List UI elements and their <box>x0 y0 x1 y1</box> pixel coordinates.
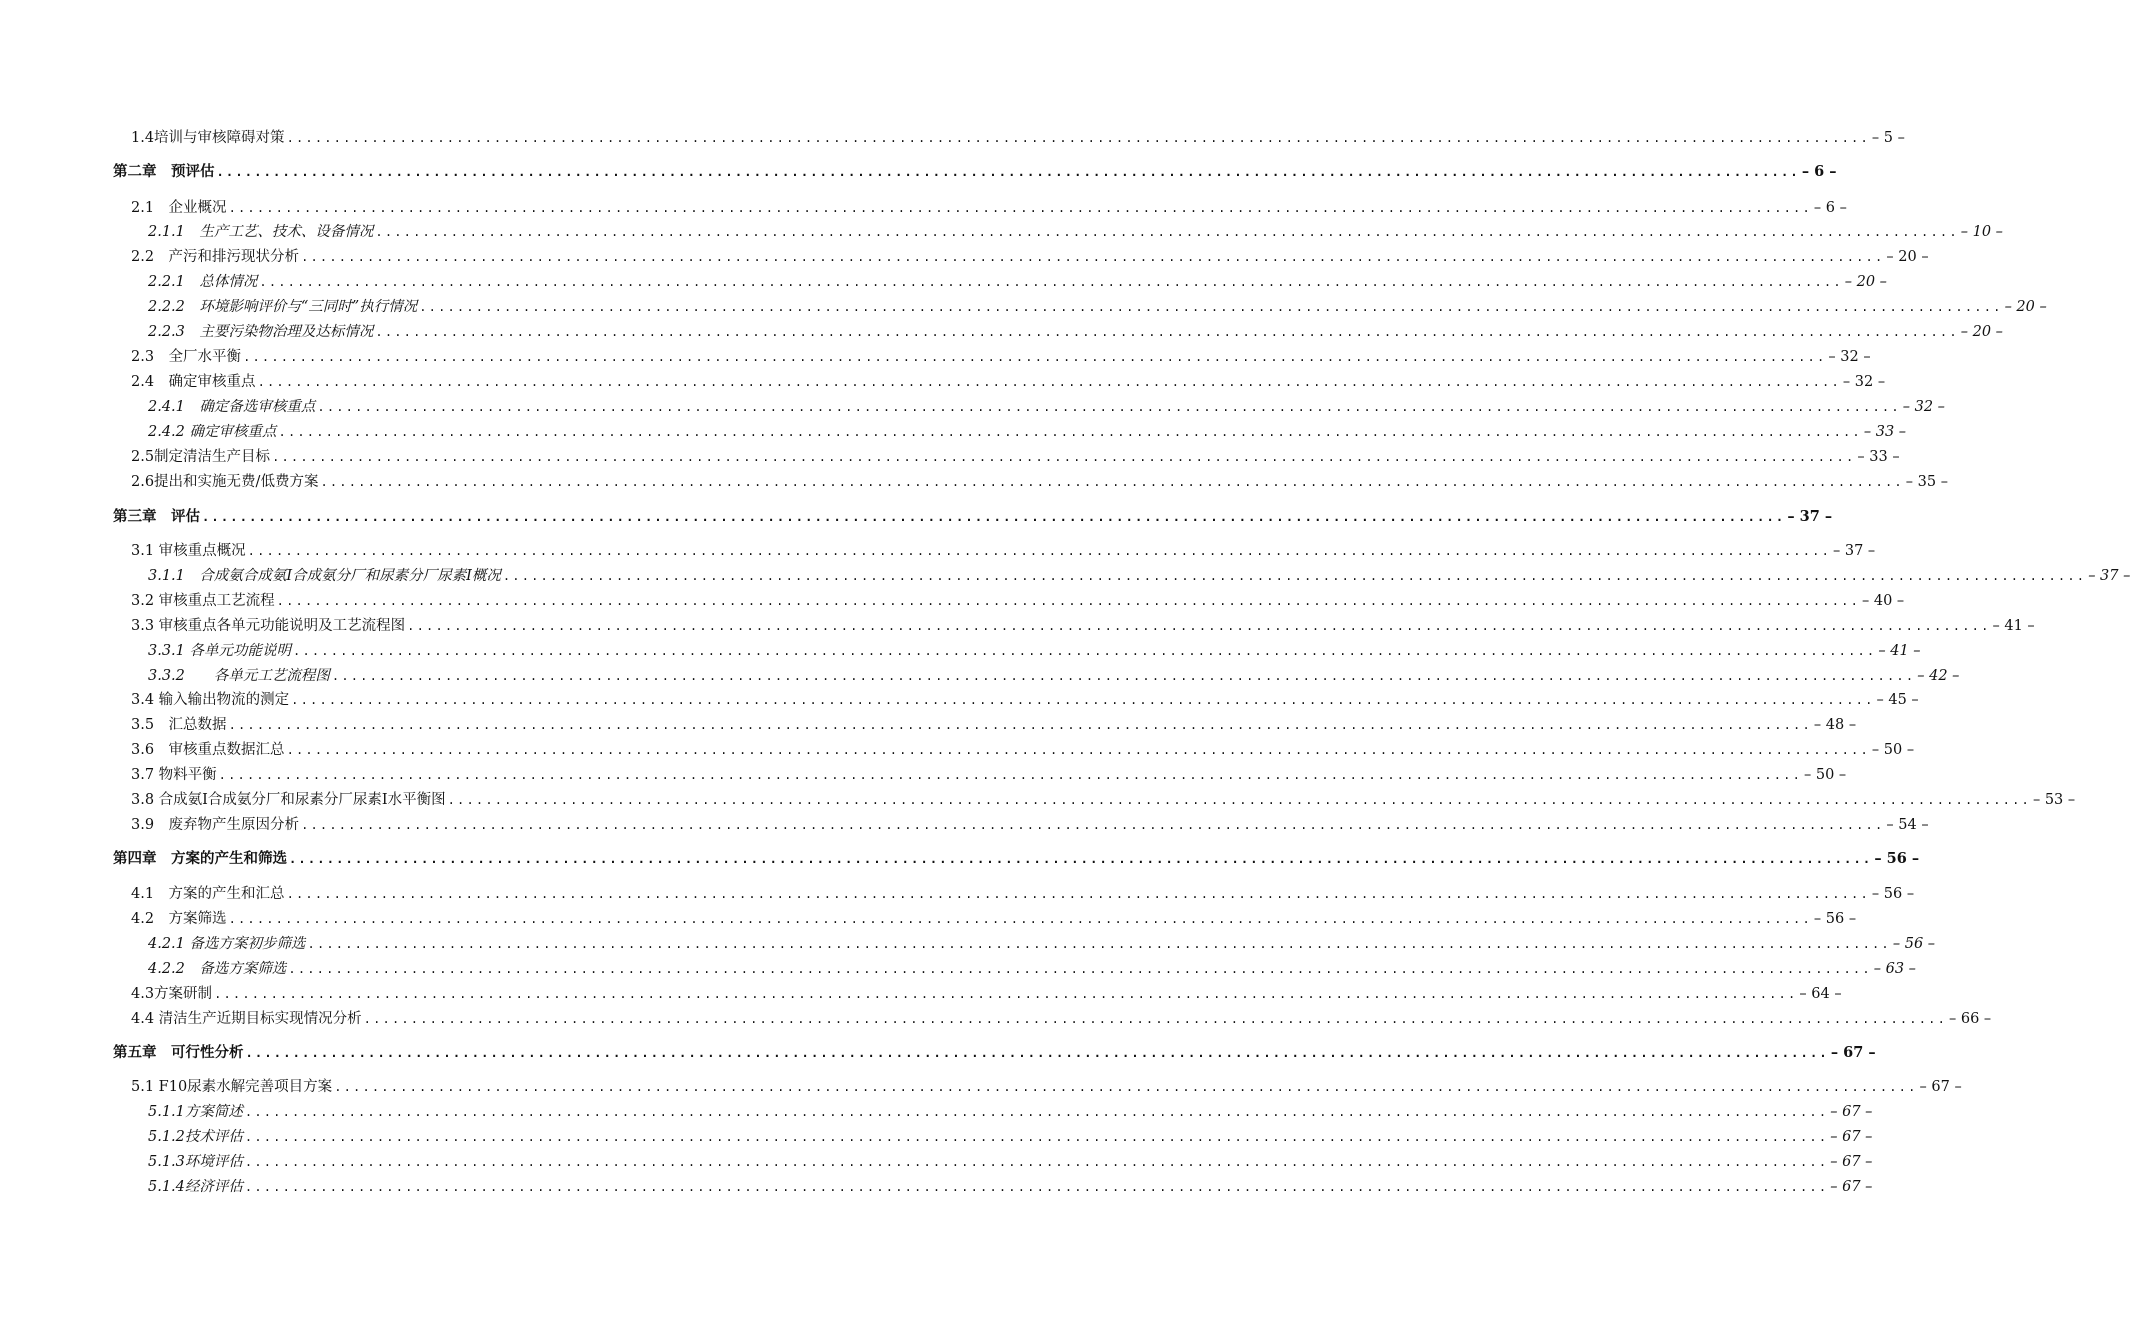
toc-leader-dots: ........................................................................................................................................................................ <box>419 300 2003 314</box>
toc-chapter-entry[interactable] <box>113 507 1833 527</box>
toc-leader-dots: ........................................................................................................................................................................ <box>375 325 1959 339</box>
toc-entry-title: 2.5制定清洁生产目标 <box>131 449 271 465</box>
toc-page-number: – 6 – <box>1801 163 1837 180</box>
toc-page-number: – 6 – <box>1813 200 1847 216</box>
toc-entry[interactable] <box>131 372 1886 392</box>
toc-leader-dots: ........................................................................................................................................................................ <box>257 375 1841 389</box>
toc-entry-title: 5.1 F10尿素水解完善项目方案 <box>131 1079 333 1095</box>
toc-leader-dots: ........................................................................................................................................................................ <box>244 1105 1829 1119</box>
toc-page-number: – 33 – <box>1857 449 1900 465</box>
toc-entry[interactable] <box>148 1152 1873 1172</box>
toc-leader-dots: ........................................................................................................................................................................ <box>286 743 1870 757</box>
toc-chapter-entry[interactable] <box>113 849 1920 869</box>
toc-entry[interactable] <box>131 591 1905 611</box>
toc-leader-dots: ........................................................................................................................................................................ <box>244 1155 1829 1169</box>
toc-page-number: – 67 – <box>1830 1044 1876 1061</box>
toc-leader-dots: ........................................................................................................................................................................ <box>293 644 1877 658</box>
toc-entry-title: 3.1.1 合成氨合成氨Ⅰ合成氨分厂和尿素分厂尿素Ⅰ概况 <box>148 568 501 584</box>
toc-entry[interactable] <box>131 984 1842 1004</box>
toc-entry[interactable] <box>148 297 2047 317</box>
toc-page-number: – 37 – <box>1787 508 1833 525</box>
toc-leader-dots: ........................................................................................................................................................................ <box>286 131 1870 145</box>
toc-page-number: – 67 – <box>1919 1079 1962 1095</box>
toc-leader-dots: ........................................................................................................................................................................ <box>301 818 1885 832</box>
toc-entry-title: 2.2 产污和排污现状分析 <box>131 249 300 265</box>
toc-entry[interactable] <box>148 272 1887 292</box>
toc-entry-title: 第五章 可行性分析 <box>113 1044 244 1061</box>
toc-entry-title: 5.1.3环境评估 <box>148 1154 243 1170</box>
toc-entry[interactable] <box>131 616 2035 636</box>
toc-entry[interactable] <box>131 128 1905 148</box>
toc-page-number: – 5 – <box>1871 130 1905 146</box>
toc-entry-title: 2.2.3 主要污染物治理及达标情况 <box>148 324 374 340</box>
toc-entry-title: 4.4 清洁生产近期目标实现情况分析 <box>131 1011 362 1027</box>
toc-page-number: – 41 – <box>1878 643 1921 659</box>
toc-entry-title: 2.6提出和实施无费/低费方案 <box>131 474 319 490</box>
toc-entry[interactable] <box>131 472 1948 492</box>
toc-page-number: – 32 – <box>1842 374 1886 390</box>
toc-page-number: – 56 – <box>1892 936 1936 952</box>
toc-page-number: – 56 – <box>1871 886 1915 902</box>
toc-entry[interactable] <box>131 909 1857 929</box>
toc-leader-dots: ........................................................................................................................................................................ <box>320 475 1904 489</box>
toc-page-number: – 67 – <box>1830 1129 1873 1145</box>
toc-page-number: – 33 – <box>1863 424 1907 440</box>
toc-entry[interactable] <box>131 1009 1992 1029</box>
toc-page-number: – 41 – <box>1992 618 2035 634</box>
toc-entry-title: 第二章 预评估 <box>113 163 215 180</box>
toc-page-number: – 20 – <box>1886 249 1929 265</box>
toc-entry-title: 4.2 方案筛选 <box>131 911 227 927</box>
toc-leader-dots: ........................................................................................................................................................................ <box>259 275 1843 289</box>
toc-leader-dots: ........................................................................................................................................................................ <box>286 887 1870 901</box>
toc-entry-title: 5.1.1方案简述 <box>148 1104 243 1120</box>
toc-entry-title: 3.5 汇总数据 <box>131 717 227 733</box>
toc-page-number: – 50 – <box>1871 742 1915 758</box>
toc-entry[interactable] <box>131 740 1915 760</box>
toc-entry-title: 3.1 审核重点概况 <box>131 543 246 559</box>
toc-entry-title: 2.4.1 确定备选审核重点 <box>148 399 316 415</box>
toc-page-number: – 42 – <box>1917 668 1960 684</box>
toc-leader-dots: ........................................................................................................................................................................ <box>375 225 1959 239</box>
toc-entry[interactable] <box>131 1077 1962 1097</box>
toc-entry-title: 3.2 审核重点工艺流程 <box>131 593 275 609</box>
toc-leader-dots: ........................................................................................................................................................................ <box>363 1012 1948 1026</box>
toc-leader-dots: ........................................................................................................................................................................ <box>216 165 1800 179</box>
toc-entry-title: 2.2.2 环境影响评价与“三同时”执行情况 <box>148 299 418 315</box>
toc-leader-dots: ........................................................................................................................................................................ <box>214 987 1798 1001</box>
toc-entry[interactable] <box>148 1127 1873 1147</box>
toc-entry-title: 2.2.1 总体情况 <box>148 274 258 290</box>
toc-leader-dots: ........................................................................................................................................................................ <box>243 350 1827 364</box>
toc-page-number: – 54 – <box>1886 817 1929 833</box>
toc-leader-dots: ........................................................................................................................................................................ <box>245 1046 1829 1060</box>
toc-entry-title: 3.6 审核重点数据汇总 <box>131 742 285 758</box>
toc-entry[interactable] <box>148 666 1960 686</box>
toc-page-number: – 48 – <box>1813 717 1857 733</box>
toc-entry[interactable] <box>148 1102 1873 1122</box>
toc-leader-dots: ........................................................................................................................................................................ <box>218 768 1803 782</box>
toc-entry-title: 3.3.2 各单元工艺流程图 <box>148 668 330 684</box>
toc-leader-dots: ........................................................................................................................................................................ <box>278 425 1862 439</box>
toc-entry[interactable] <box>148 322 2003 342</box>
toc-entry[interactable] <box>131 447 1900 467</box>
toc-leader-dots: ........................................................................................................................................................................ <box>272 450 1856 464</box>
toc-entry[interactable] <box>131 884 1915 904</box>
toc-chapter-entry[interactable] <box>113 1043 1876 1063</box>
toc-page-number: – 67 – <box>1830 1154 1873 1170</box>
toc-entry-title: 1.4培训与审核障碍对策 <box>131 130 285 146</box>
toc-leader-dots: ........................................................................................................................................................................ <box>228 912 1812 926</box>
toc-page-number: – 53 – <box>2032 792 2076 808</box>
toc-leader-dots: ........................................................................................................................................................................ <box>244 1130 1829 1144</box>
toc-leader-dots: ........................................................................................................................................................................ <box>301 250 1885 264</box>
toc-entry-title: 4.3方案研制 <box>131 986 213 1002</box>
toc-entry-title: 4.2.2 备选方案筛选 <box>148 961 287 977</box>
toc-page-number: – 67 – <box>1830 1179 1873 1195</box>
toc-leader-dots: ........................................................................................................................................................................ <box>202 510 1786 524</box>
toc-entry[interactable] <box>148 397 1945 417</box>
toc-page-number: – 37 – <box>1833 543 1876 559</box>
toc-entry-title: 3.4 输入输出物流的测定 <box>131 692 290 708</box>
toc-page-number: – 67 – <box>1830 1104 1873 1120</box>
toc-entry[interactable] <box>131 790 2076 810</box>
toc-entry-title: 第四章 方案的产生和筛选 <box>113 850 287 867</box>
toc-page-number: – 20 – <box>2004 299 2047 315</box>
toc-entry[interactable] <box>131 715 1857 735</box>
toc-leader-dots: ........................................................................................................................................................................ <box>247 544 1832 558</box>
toc-page-number: – 56 – <box>1813 911 1857 927</box>
toc-entry-title: 2.4 确定审核重点 <box>131 374 256 390</box>
toc-leader-dots: ........................................................................................................................................................................ <box>228 718 1812 732</box>
toc-entry-title: 2.4.2 确定审核重点 <box>148 424 277 440</box>
toc-entry[interactable] <box>131 541 1876 561</box>
toc-page-number: – 37 – <box>2088 568 2130 584</box>
toc-entry[interactable] <box>148 222 2003 242</box>
toc-leader-dots: ........................................................................................................................................................................ <box>289 852 1873 866</box>
toc-entry-title: 4.1 方案的产生和汇总 <box>131 886 285 902</box>
toc-leader-dots: ........................................................................................................................................................................ <box>244 1180 1829 1194</box>
toc-entry-title: 5.1.2技术评估 <box>148 1129 243 1145</box>
toc-page-number: – 35 – <box>1905 474 1948 490</box>
toc-leader-dots: ........................................................................................................................................................................ <box>447 793 2031 807</box>
toc-entry-title: 第三章 评估 <box>113 508 200 525</box>
toc-chapter-entry[interactable] <box>113 162 1837 182</box>
toc-entry[interactable] <box>131 815 1929 835</box>
toc-page-number: – 66 – <box>1949 1011 1992 1027</box>
toc-page-number: – 50 – <box>1804 767 1847 783</box>
toc-page-number: – 45 – <box>1876 692 1919 708</box>
toc-leader-dots: ........................................................................................................................................................................ <box>288 962 1872 976</box>
toc-leader-dots: ........................................................................................................................................................................ <box>317 400 1901 414</box>
toc-entry[interactable] <box>131 765 1847 785</box>
toc-leader-dots: ........................................................................................................................................................................ <box>331 669 1916 683</box>
toc-page-number: – 56 – <box>1874 850 1920 867</box>
toc-entry[interactable] <box>148 641 1921 661</box>
toc-entry-title: 5.1.4经济评估 <box>148 1179 243 1195</box>
toc-entry-title: 3.7 物料平衡 <box>131 767 217 783</box>
toc-entry[interactable] <box>148 566 2130 586</box>
toc-page-number: – 32 – <box>1902 399 1945 415</box>
toc-page-number: – 20 – <box>1960 324 2003 340</box>
toc-leader-dots: ........................................................................................................................................................................ <box>502 569 2087 583</box>
toc-entry-title: 3.9 废弃物产生原因分析 <box>131 817 300 833</box>
toc-leader-dots: ........................................................................................................................................................................ <box>407 619 1991 633</box>
toc-page-number: – 20 – <box>1844 274 1887 290</box>
toc-leader-dots: ........................................................................................................................................................................ <box>307 937 1891 951</box>
toc-entry[interactable] <box>131 198 1847 218</box>
toc-entry-title: 3.3 审核重点各单元功能说明及工艺流程图 <box>131 618 406 634</box>
toc-entry-title: 3.3.1 各单元功能说明 <box>148 643 292 659</box>
toc-entry[interactable] <box>148 934 1936 954</box>
toc-page-number: – 64 – <box>1799 986 1842 1002</box>
toc-page-number: – 32 – <box>1828 349 1871 365</box>
toc-entry-title: 4.2.1 备选方案初步筛选 <box>148 936 306 952</box>
toc-entry-title: 2.1.1 生产工艺、技术、设备情况 <box>148 224 374 240</box>
toc-entry[interactable] <box>131 347 1871 367</box>
toc-entry-title: 2.3 全厂水平衡 <box>131 349 242 365</box>
toc-leader-dots: ........................................................................................................................................................................ <box>276 594 1861 608</box>
toc-page-number: – 63 – <box>1873 961 1916 977</box>
toc-leader-dots: ........................................................................................................................................................................ <box>228 201 1812 215</box>
toc-page-number: – 10 – <box>1960 224 2003 240</box>
toc-page-number: – 40 – <box>1862 593 1905 609</box>
toc-entry[interactable] <box>148 422 1907 442</box>
toc-entry[interactable] <box>148 1177 1873 1197</box>
toc-leader-dots: ........................................................................................................................................................................ <box>291 693 1875 707</box>
toc-entry[interactable] <box>131 247 1929 267</box>
toc-entry-title: 3.8 合成氨Ⅰ合成氨分厂和尿素分厂尿素Ⅰ水平衡图 <box>131 792 446 808</box>
toc-entry[interactable] <box>131 690 1919 710</box>
toc-entry[interactable] <box>148 959 1916 979</box>
toc-entry-title: 2.1 企业概况 <box>131 200 227 216</box>
toc-leader-dots: ........................................................................................................................................................................ <box>334 1080 1918 1094</box>
